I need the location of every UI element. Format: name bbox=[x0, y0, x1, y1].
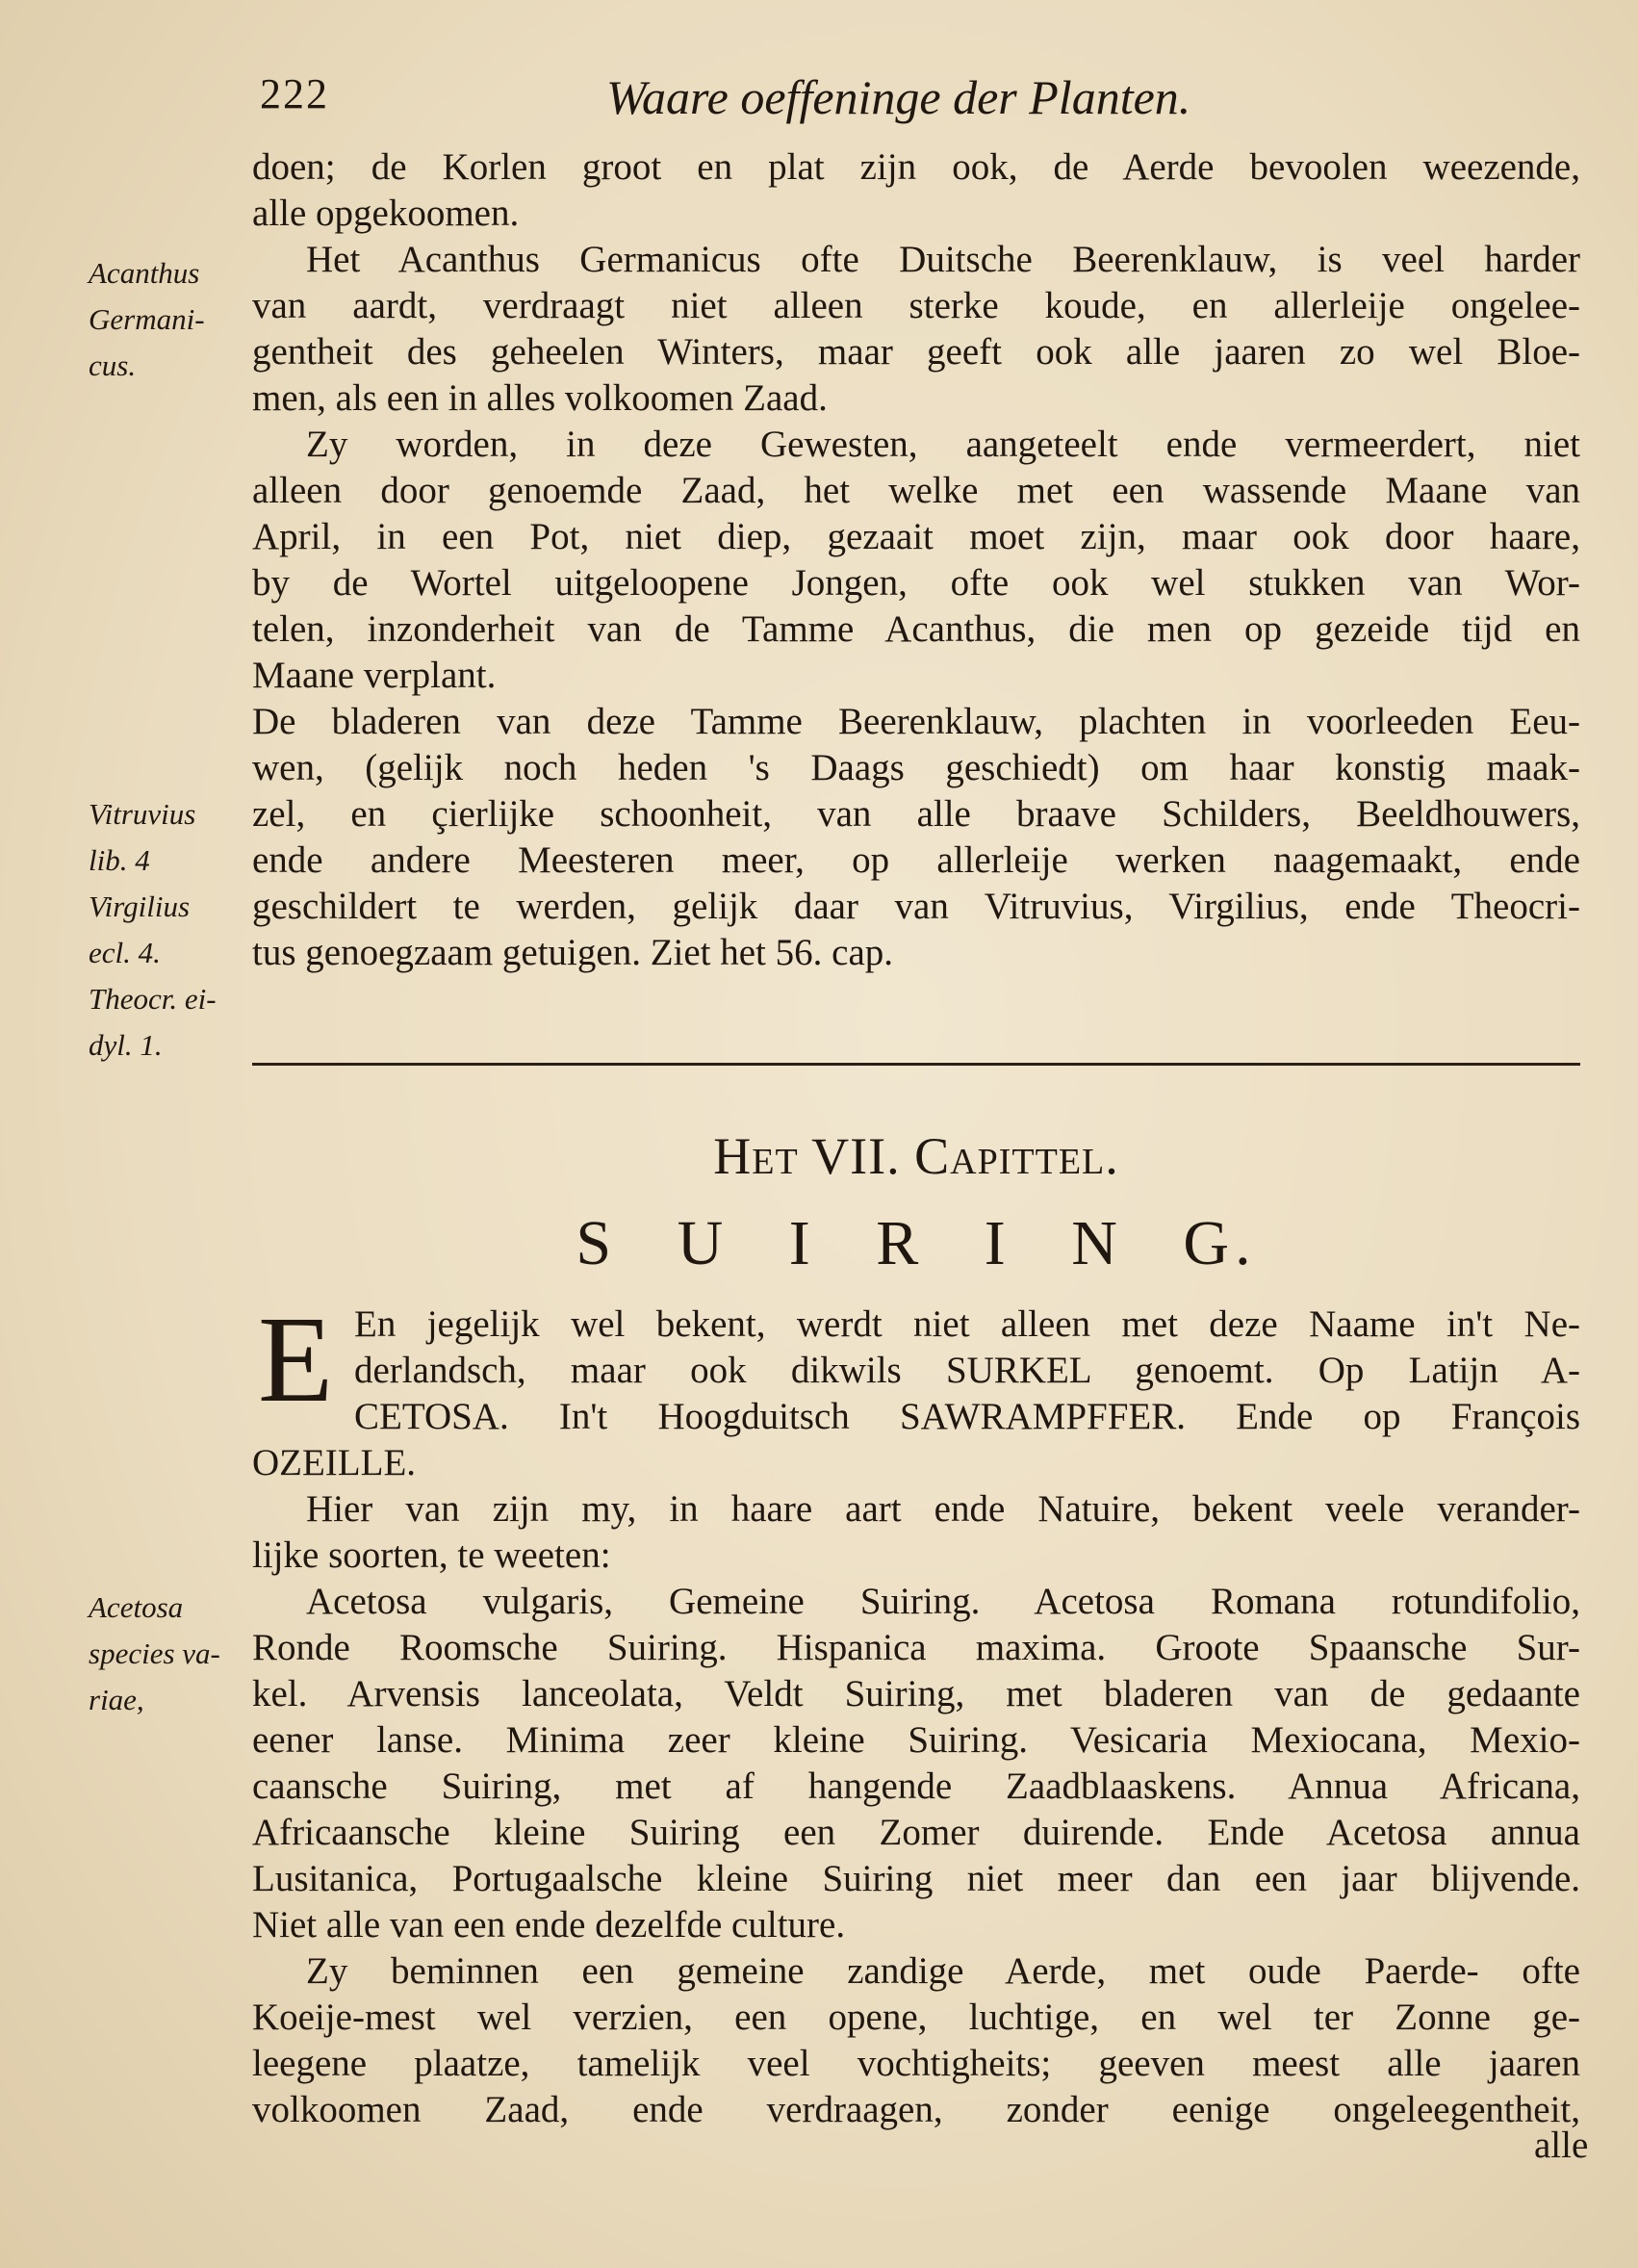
text-line: Zy beminnen een gemeine zandige Aerde, met oude Paerde- ofte bbox=[306, 1950, 1580, 1992]
text-line: Niet alle van een ende dezelfde culture. bbox=[252, 1904, 846, 1946]
page-number: 222 bbox=[260, 70, 329, 117]
text-line: En jegelijk wel bekent, werdt niet alleen met deze Naame in't Ne- bbox=[354, 1303, 1580, 1345]
text-line: kel. Arvensis lanceolata, Veldt Suiring, met bladeren van de gedaante bbox=[252, 1673, 1580, 1714]
text-line: volkoomen Zaad, ende verdraagen, zonder eenige ongeleegentheit, bbox=[252, 2089, 1580, 2130]
margin-note: Vitruvius bbox=[89, 797, 196, 831]
text-line: Ronde Roomsche Suiring. Hispanica maxima. Groote Spaansche Sur- bbox=[252, 1627, 1580, 1668]
text-line: wen, (gelijk noch heden 's Daags geschiedt) om haar konstig maak- bbox=[252, 747, 1580, 788]
section-divider bbox=[252, 1063, 1580, 1066]
margin-note: cus. bbox=[89, 348, 137, 382]
chapter-heading: Het VII. Capittel. bbox=[713, 1127, 1119, 1185]
text-line: alleen door genoemde Zaad, het welke met een wassende Maane van bbox=[252, 470, 1580, 511]
margin-note: Germani- bbox=[89, 302, 205, 336]
text-line: CETOSA. In't Hoogduitsch SAWRAMPFFER. Ende op François bbox=[354, 1396, 1580, 1437]
text-line: geschildert te werden, gelijk daar van Vitruvius, Virgilius, ende Theocri- bbox=[252, 886, 1580, 927]
drop-cap: E bbox=[258, 1291, 334, 1428]
text-line: eener lanse. Minima zeer kleine Suiring. Vesicaria Mexiocana, Mexio- bbox=[252, 1719, 1580, 1761]
body-text-section-2 bbox=[252, 1440, 1580, 2133]
text-line: ende andere Meesteren meer, op allerleije werken naagemaakt, ende bbox=[252, 839, 1580, 881]
running-title: Waare oeffeninge der Planten. bbox=[606, 70, 1191, 124]
text-line: by de Wortel uitgeloopene Jongen, ofte ook wel stukken van Wor- bbox=[252, 562, 1580, 604]
catchword: alle bbox=[1534, 2125, 1589, 2166]
text-line: zel, en çierlijke schoonheit, van alle braave Schilders, Beeldhouwers, bbox=[252, 793, 1580, 835]
text-line: Zy worden, in deze Gewesten, aangeteelt ende vermeerdert, niet bbox=[306, 424, 1580, 465]
margin-note: Theocr. ei- bbox=[89, 982, 217, 1016]
text-line: Hier van zijn my, in haare aart ende Natuire, bekent veele verander- bbox=[306, 1488, 1580, 1530]
text-line: Koeije-mest wel verzien, een opene, luchtige, en wel ter Zonne ge- bbox=[252, 1997, 1580, 2038]
text-line: leegene plaatze, tamelijk veel vochtigheits; geeven meest alle jaaren bbox=[252, 2043, 1580, 2084]
text-line: doen; de Korlen groot en plat zijn ook, de Aerde bevoolen weezende, bbox=[252, 146, 1580, 188]
text-line: OZEILLE. bbox=[252, 1442, 417, 1483]
drop-cap-paragraph bbox=[354, 1302, 1580, 1440]
text-line: van aardt, verdraagt niet alleen sterke koude, en allerleije ongelee- bbox=[252, 285, 1580, 326]
text-line: Maane verplant. bbox=[252, 655, 497, 696]
body-text-section-1 bbox=[252, 144, 1580, 976]
text-line: April, in een Pot, niet diep, gezaait moet zijn, maar ook door haare, bbox=[252, 516, 1580, 557]
margin-note: Acanthus bbox=[89, 256, 200, 290]
text-line: tus genoegzaam getuigen. Ziet het 56. cap. bbox=[252, 932, 894, 973]
text-line: De bladeren van deze Tamme Beerenklauw, plachten in voorleeden Eeu- bbox=[252, 701, 1580, 742]
margin-note: dyl. 1. bbox=[89, 1028, 163, 1062]
text-line: telen, inzonderheit van de Tamme Acanthus, die men op gezeide tijd en bbox=[252, 608, 1580, 650]
text-line: men, als een in alles volkoomen Zaad. bbox=[252, 377, 828, 419]
margin-note: lib. 4 bbox=[89, 843, 150, 877]
text-line: Het Acanthus Germanicus ofte Duitsche Beerenklauw, is veel harder bbox=[306, 239, 1580, 280]
text-line: Africaansche kleine Suiring een Zomer duirende. Ende Acetosa annua bbox=[252, 1812, 1580, 1853]
margin-note: Acetosa bbox=[89, 1590, 184, 1624]
text-line: lijke soorten, te weeten: bbox=[252, 1534, 611, 1576]
text-line: Acetosa vulgaris, Gemeine Suiring. Acetosa Romana rotundifolio, bbox=[306, 1581, 1580, 1622]
margin-note: ecl. 4. bbox=[89, 936, 161, 969]
page-header bbox=[260, 69, 1588, 137]
text-line: gentheit des geheelen Winters, maar geeft ook alle jaaren zo wel Bloe- bbox=[252, 331, 1580, 373]
text-line: Lusitanica, Portugaalsche kleine Suiring niet meer dan een jaar blijvende. bbox=[252, 1858, 1580, 1899]
margin-note: riae, bbox=[89, 1683, 144, 1716]
margin-note: Virgilius bbox=[89, 889, 191, 923]
text-line: derlandsch, maar ook dikwils SURKEL genoemt. Op Latijn A- bbox=[354, 1350, 1580, 1391]
text-line: alle opgekoomen. bbox=[252, 193, 520, 234]
chapter-title: S U I R I N G. bbox=[576, 1208, 1257, 1278]
margin-note: species va- bbox=[89, 1637, 220, 1670]
text-line: caansche Suiring, met af hangende Zaadblaaskens. Annua Africana, bbox=[252, 1765, 1580, 1807]
